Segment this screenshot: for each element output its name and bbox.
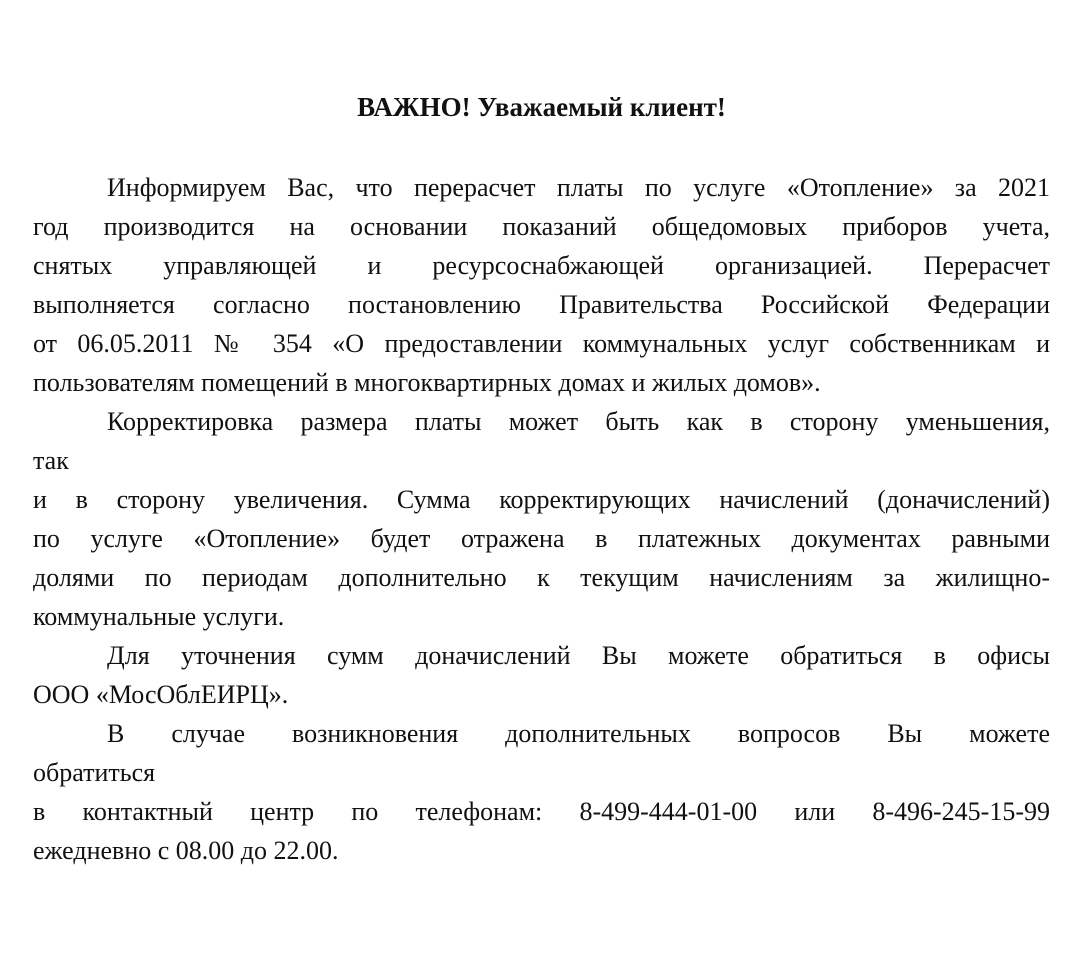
paragraph-offices bbox=[33, 636, 1050, 714]
working-hours-line: ежедневно с 08.00 до 22.00. bbox=[33, 836, 339, 865]
text-line: обратиться bbox=[33, 758, 156, 787]
notice-title: ВАЖНО! Уважаемый клиент! bbox=[357, 92, 726, 122]
text-line: год производится на основании показаний общедомовых приборов учета, bbox=[33, 212, 1050, 241]
text-line: Корректировка размера платы может быть как в сторону уменьшения, bbox=[107, 407, 1050, 436]
paragraph-recalculation bbox=[33, 168, 1050, 402]
text-line: ООО «МосОблЕИРЦ». bbox=[33, 680, 289, 709]
paragraph-correction-continued bbox=[33, 480, 1050, 636]
text-line: коммунальные услуги. bbox=[33, 602, 285, 631]
text-line: от 06.05.2011 № 354 «О предоставлении коммунальных услуг собственникам и bbox=[33, 329, 1050, 358]
notice-document bbox=[33, 88, 1050, 870]
text-line: выполняется согласно постановлению Правительства Российской Федерации bbox=[33, 290, 1050, 319]
contact-phones-line: в контактный центр по телефонам: 8-499-444-01-00 или 8-496-245-15-99 bbox=[33, 797, 1050, 826]
paragraph-contact-center bbox=[33, 792, 1050, 870]
paragraph-questions bbox=[33, 714, 1050, 792]
text-line: Для уточнения сумм доначислений Вы можете обратиться в офисы bbox=[107, 641, 1050, 670]
text-line: по услуге «Отопление» будет отражена в платежных документах равными bbox=[33, 524, 1050, 553]
text-line: снятых управляющей и ресурсоснабжающей организацией. Перерасчет bbox=[33, 251, 1050, 280]
text-line: долями по периодам дополнительно к текущим начислениям за жилищно- bbox=[33, 563, 1050, 592]
text-line: пользователям помещений в многоквартирных домах и жилых домов». bbox=[33, 368, 821, 397]
paragraph-correction bbox=[33, 402, 1050, 480]
text-line: Информируем Вас, что перерасчет платы по услуге «Отопление» за 2021 bbox=[107, 173, 1050, 202]
text-line: В случае возникновения дополнительных вопросов Вы можете bbox=[107, 719, 1050, 748]
text-line: так bbox=[33, 446, 69, 475]
text-line: и в сторону увеличения. Сумма корректирующих начислений (доначислений) bbox=[33, 485, 1050, 514]
